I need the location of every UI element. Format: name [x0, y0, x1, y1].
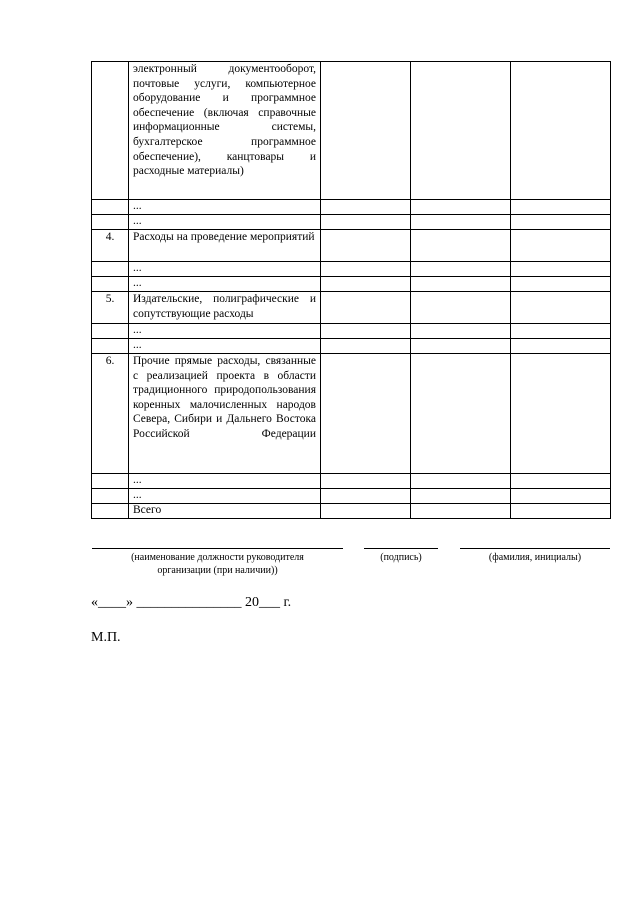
table-row — [92, 354, 611, 474]
empty-cell — [511, 474, 611, 489]
row-description: ... — [129, 200, 321, 215]
empty-cell — [321, 277, 411, 292]
empty-cell — [321, 262, 411, 277]
table-row — [92, 262, 611, 277]
empty-cell — [321, 504, 411, 519]
empty-cell — [511, 277, 611, 292]
row-description: ... — [129, 489, 321, 504]
empty-cell — [511, 489, 611, 504]
table-row — [92, 292, 611, 324]
empty-cell — [511, 262, 611, 277]
row-description: ... — [129, 339, 321, 354]
row-number — [92, 277, 129, 292]
table-row — [92, 489, 611, 504]
row-description: электронный документооборот, почтовые услуги, компьютерное оборудование и программное обеспечение (включая справочные информационные системы, бухгалтерское программное обеспечение), канцтовары и расходные материалы) — [129, 62, 321, 200]
empty-cell — [511, 354, 611, 474]
empty-cell — [321, 489, 411, 504]
empty-cell — [411, 489, 511, 504]
empty-cell — [411, 200, 511, 215]
total-label: Всего — [129, 504, 321, 519]
row-description: Расходы на проведение мероприятий — [129, 230, 321, 262]
row-number — [92, 62, 129, 200]
stamp-label: М.П. — [91, 630, 121, 645]
name-caption: (фамилия, инициалы) — [488, 552, 582, 563]
empty-cell — [511, 230, 611, 262]
row-number — [92, 324, 129, 339]
row-number: 6. — [92, 354, 129, 474]
empty-cell — [321, 324, 411, 339]
position-signature-line — [92, 548, 343, 549]
budget-table — [91, 61, 611, 519]
row-number — [92, 339, 129, 354]
empty-cell — [321, 62, 411, 200]
row-description: ... — [129, 215, 321, 230]
row-number — [92, 489, 129, 504]
table-row — [92, 62, 611, 200]
row-number: 4. — [92, 230, 129, 262]
row-number — [92, 262, 129, 277]
empty-cell — [411, 277, 511, 292]
row-number — [92, 474, 129, 489]
empty-cell — [321, 354, 411, 474]
empty-cell — [511, 339, 611, 354]
signature-line — [364, 548, 438, 549]
empty-cell — [511, 324, 611, 339]
empty-cell — [411, 262, 511, 277]
date-line: «____» _______________ 20___ г. — [91, 595, 292, 610]
empty-cell — [321, 474, 411, 489]
empty-cell — [321, 339, 411, 354]
name-signature-line — [460, 548, 610, 549]
table-row — [92, 200, 611, 215]
position-caption: (наименование должности руководителя организации (при наличии)) — [131, 552, 304, 576]
empty-cell — [321, 230, 411, 262]
row-description: Издательские, полиграфические и сопутствующие расходы — [129, 292, 321, 324]
signature-caption: (подпись) — [380, 552, 422, 563]
table-row-total — [92, 504, 611, 519]
row-description: ... — [129, 324, 321, 339]
table-row — [92, 277, 611, 292]
empty-cell — [411, 354, 511, 474]
empty-cell — [511, 62, 611, 200]
empty-cell — [411, 474, 511, 489]
empty-cell — [411, 324, 511, 339]
row-description: ... — [129, 262, 321, 277]
empty-cell — [321, 292, 411, 324]
empty-cell — [411, 215, 511, 230]
empty-cell — [511, 200, 611, 215]
row-number — [92, 504, 129, 519]
empty-cell — [321, 215, 411, 230]
table-row — [92, 339, 611, 354]
empty-cell — [511, 504, 611, 519]
row-number — [92, 200, 129, 215]
empty-cell — [511, 215, 611, 230]
row-description: ... — [129, 474, 321, 489]
empty-cell — [511, 292, 611, 324]
row-description: ... — [129, 277, 321, 292]
table-row — [92, 474, 611, 489]
empty-cell — [411, 339, 511, 354]
row-description: Прочие прямые расходы, связанные с реализацией проекта в области традиционного природопользования коренных малочисленных народов Севера, Сибири и Дальнего Востока Российской Федерации — [129, 354, 321, 474]
empty-cell — [321, 200, 411, 215]
empty-cell — [411, 230, 511, 262]
table-row — [92, 324, 611, 339]
empty-cell — [411, 504, 511, 519]
table-row — [92, 230, 611, 262]
table-row — [92, 215, 611, 230]
empty-cell — [411, 62, 511, 200]
row-number — [92, 215, 129, 230]
empty-cell — [411, 292, 511, 324]
row-number: 5. — [92, 292, 129, 324]
